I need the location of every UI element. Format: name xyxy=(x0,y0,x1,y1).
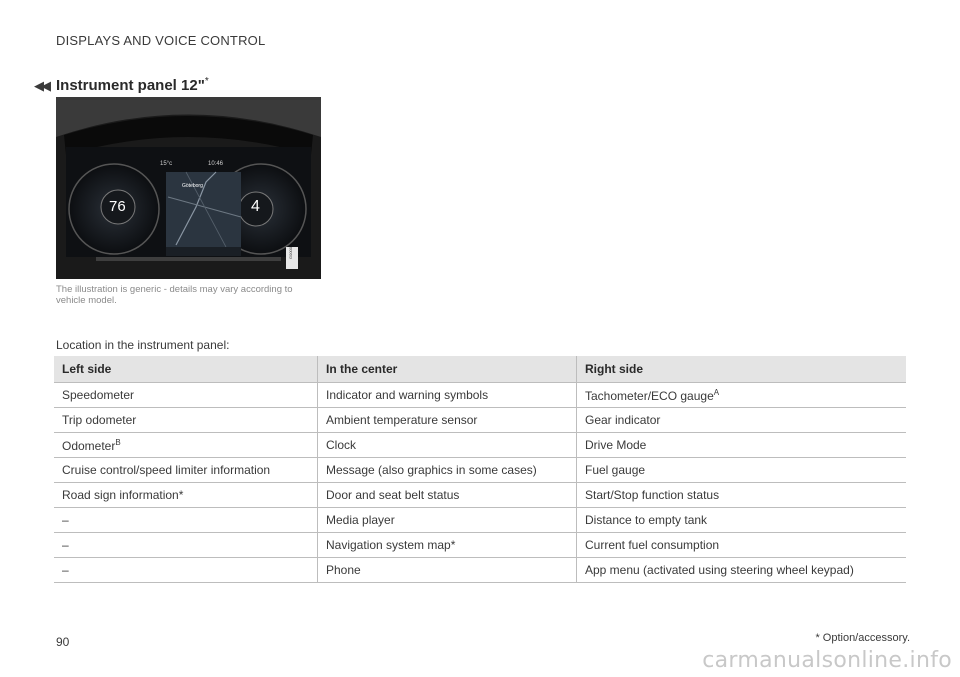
clock-readout: 10:46 xyxy=(208,161,224,167)
cell-center: Indicator and warning symbols xyxy=(318,383,577,408)
gear-readout: 4 xyxy=(251,198,260,215)
header-left-side: Left side xyxy=(54,356,318,383)
option-footnote: * Option/accessory. xyxy=(815,632,910,644)
cell-left: – xyxy=(54,508,318,533)
cell-center: Message (also graphics in some cases) xyxy=(318,458,577,483)
section-header: DISPLAYS AND VOICE CONTROL xyxy=(56,33,266,48)
cell-center: Clock xyxy=(318,433,577,458)
cell-left: – xyxy=(54,558,318,583)
table-header-row xyxy=(54,356,906,383)
page-title-text: Instrument panel 12" xyxy=(56,77,205,94)
instrument-panel-illustration xyxy=(56,97,321,279)
cell-right: Drive Mode xyxy=(577,433,907,458)
table-row xyxy=(54,458,906,483)
location-table xyxy=(54,356,906,583)
cell-right: Current fuel consumption xyxy=(577,533,907,558)
figure-caption: The illustration is generic - details may vary according to vehicle model. xyxy=(56,284,293,306)
cell-center: Ambient temperature sensor xyxy=(318,408,577,433)
cell-left: – xyxy=(54,533,318,558)
watermark: carmanualsonline.info xyxy=(702,648,952,673)
cell-left-text: Odometer xyxy=(62,438,116,453)
cell-left: Cruise control/speed limiter information xyxy=(54,458,318,483)
header-right-side: Right side xyxy=(577,356,907,383)
cell-left: Road sign information* xyxy=(54,483,318,508)
speed-readout: 76 xyxy=(109,198,126,215)
cell-left: Speedometer xyxy=(54,383,318,408)
table-row xyxy=(54,408,906,433)
table-row xyxy=(54,483,906,508)
cell-right: Fuel gauge xyxy=(577,458,907,483)
title-row xyxy=(34,76,209,94)
footnote-ref: A xyxy=(713,387,720,397)
map-city-label: Göteborg xyxy=(182,183,203,189)
temp-readout: 15°c xyxy=(160,161,173,167)
double-chevron-left-icon[interactable]: ◀◀ xyxy=(34,78,48,93)
page-number: 90 xyxy=(56,635,70,649)
cell-left xyxy=(54,433,318,458)
cell-center: Door and seat belt status xyxy=(318,483,577,508)
cell-center: Media player xyxy=(318,508,577,533)
table-row xyxy=(54,533,906,558)
cell-right-text: Tachometer/ECO gauge xyxy=(585,388,714,403)
cell-right: Start/Stop function status xyxy=(577,483,907,508)
cell-center: Phone xyxy=(318,558,577,583)
option-mark: * xyxy=(204,76,209,87)
cell-right xyxy=(577,383,907,408)
cell-right: App menu (activated using steering wheel keypad) xyxy=(577,558,907,583)
footnote-ref: B xyxy=(115,437,121,447)
cell-right: Distance to empty tank xyxy=(577,508,907,533)
page-title xyxy=(56,76,209,94)
table-row xyxy=(54,383,906,408)
table-row xyxy=(54,433,906,458)
header-center: In the center xyxy=(318,356,577,383)
table-row xyxy=(54,508,906,533)
cell-left: Trip odometer xyxy=(54,408,318,433)
table-intro: Location in the instrument panel: xyxy=(56,338,230,352)
cell-center: Navigation system map* xyxy=(318,533,577,558)
table-row xyxy=(54,558,906,583)
figure-code: G0000 xyxy=(288,247,293,260)
cell-right: Gear indicator xyxy=(577,408,907,433)
